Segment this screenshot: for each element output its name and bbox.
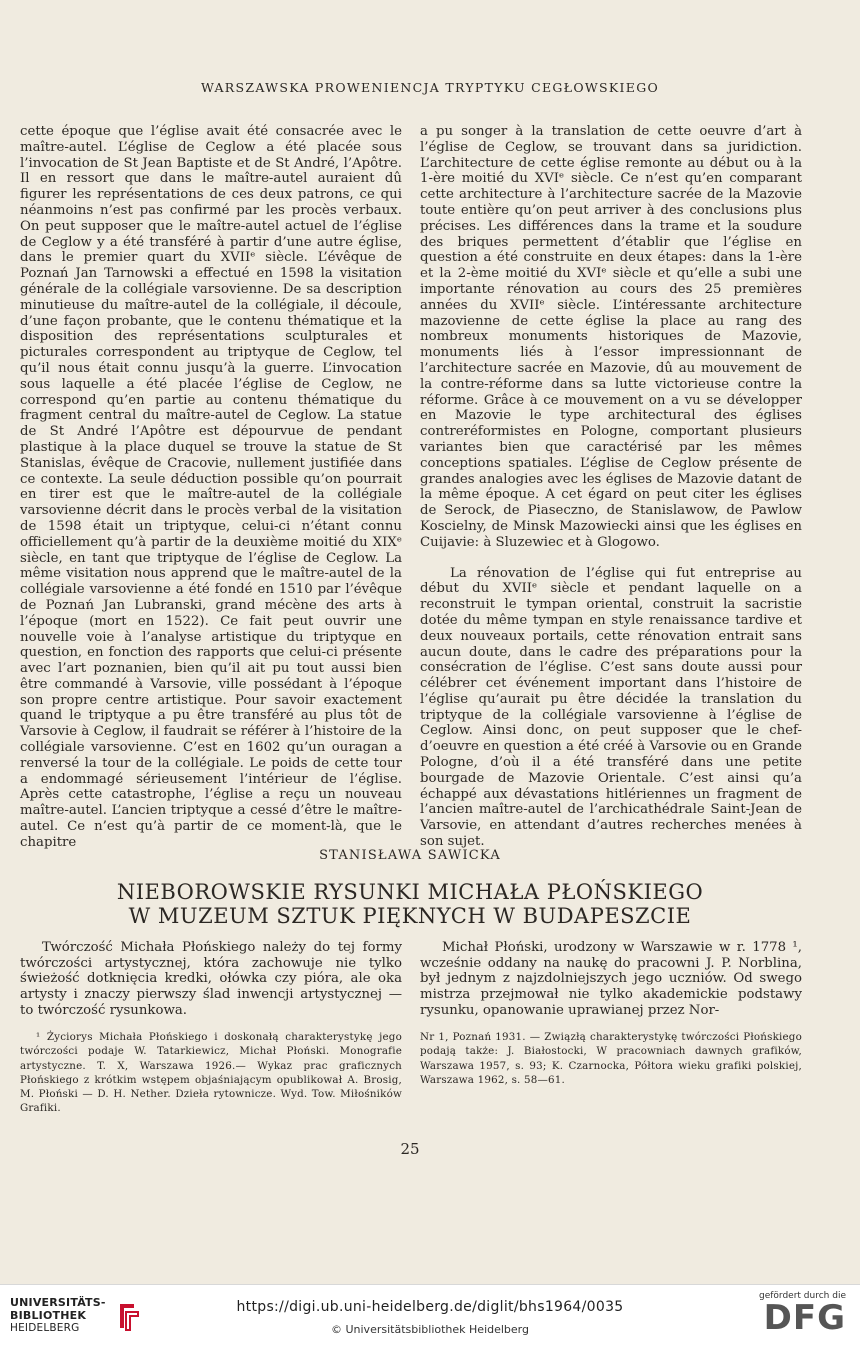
article2-right-column <box>420 940 802 1019</box>
dfg-logo[interactable] <box>759 1291 846 1338</box>
footnote-left-text: ¹ Życiorys Michała Płońskiego i doskonałą charakterystykę jego twórczości podaje W. Tatarkiewicz, Michał Płoński. Monografie artystyczne. T. X, Warszawa 1926.— Wykaz prac graficznych Płońskiego z krótkim wstępem objaśniającym opublikował A. Brosig, M. Płoński — D. H. Nether. Dzieła rytownicze. Wyd. Tow. Miłośników Grafiki. <box>20 1031 402 1115</box>
article1-right-column <box>420 124 803 850</box>
footnote-right <box>420 1030 802 1087</box>
library-name-line2: BIBLIOTHEK <box>10 1308 87 1322</box>
article1-left-paragraph: cette époque que l’église avait été consacrée avec le maître-autel. L’église de Ceglow a été placée sous l’invocation de St Jean Baptiste et de St André, l’Apôtre. Il en ressort que dans le maître-autel auraient dû figurer les représentations de ces deux patrons, ce qui néanmoins n’est pas confirmé par les procès verbaux. On peut supposer que le maître-autel actuel de l’église de Ceglow y a été transféré à partir d’une autre église, dans le premier quart du XVIIᵉ siècle. L’évêque de Poznań Jan Tarnowski a effectué en 1598 la visitation générale de la collégiale varsovienne. De sa description minutieuse du maître-autel de la collégiale, il découle, d’une façon probante, que le contenu thématique et la disposition des représentations sculpturales et picturales correspondent au triptyque de Ceglow, tel qu’il nous était connu jusqu’à la guerre. L’invocation sous laquelle a été placée l’église de Ceglow, ne correspond qu’en partie au contenu thématique du fragment central du maître-autel de Ceglow. La statue de St André l’Apôtre est dépourvue de pendant plastique à la place duquel se trouve la statue de St Stanislas, évêque de Cracovie, nullement justifiée dans ce contexte. La seule déduction possible qu’on pourrait en tirer est que le maître-autel de la collégiale varsovienne décrit dans le procès verbal de la visitation de 1598 était un triptyque, celui-ci n’étant connu officiellement qu’à partir de la deuxième moitié du XIXᵉ siècle, en tant que triptyque de l’église de Ceglow. La même visitation nous apprend que le maître-autel de la collégiale varsovienne a été fondé en 1510 par l’évêque de Poznań Jan Lubranski, grand mécène des arts à l’époque (mort en 1522). Ce fait peut ouvrir une nouvelle voie à l’analyse artistique du triptyque en question, en fonction des rapports que celui-ci présente avec l’art poznanien, bien qu’il ait pu tout aussi bien être commandé à Varsovie, ville possédant à l’époque son propre centre artistique. Pour savoir exactement quand le triptyque a pu être transféré au plus tôt de Varsovie à Ceglow, il faudrait se référer à l’histoire de la collégiale varsovienne. C’est en 1602 qu’un ouragan a renversé la tour de la collégiale. Le poids de cette tour a endommagé sérieusement l’intérieur de l’église. Après cette catastrophe, l’église a reçu un nouveau maître-autel. L’ancien triptyque a cessé d’être le maître-autel. Ce n’est qu’à partir de ce moment-là, que le chapitre <box>20 124 402 850</box>
article2-title <box>0 880 820 928</box>
viewer-footer <box>0 1284 860 1345</box>
article2-title-line1: NIEBOROWSKIE RYSUNKI MICHAŁA PŁOŃSKIEGO <box>116 880 704 904</box>
library-name-line1: UNIVERSITÄTS- <box>10 1296 106 1309</box>
article1-right-paragraph: a pu songer à la translation de cette oeuvre d’art à l’église de Ceglow, se trouvant dans sa juridiction. L’architecture de cette église remonte au début ou à la 1-ère moitié du XVIᵉ siècle. Ce n’est qu’en comparant cette architecture à l’architecture sacrée de la Mazovie toute entière qu’on peut arriver à des conclusions plus précises. Les différences dans la trame et la soudure des briques permettent d’établir que l’église en question a été construite en deux étapes: dans la 1-ère et la 2-ème moitié du XVIᵉ siècle et qu’elle a subi une importante rénovation au cours des 25 premières années du XVIIᵉ siècle. L’intéressante architecture mazovienne de cette église la place au rang des nombreux monuments historiques de Mazovie, monuments liés à l’essor impressionnant de l’architecture sacrée en Mazovie, dû au mouvement de la contre-réforme dans sa lutte victorieuse contre la réforme. Grâce à ce mouvement on a vu se développer en Mazovie le type architectural des églises contreréformistes en Pologne, comportant plusieurs variantes bien que caractérisé par les mêmes conceptions spatiales. L’église de Ceglow présente de grandes analogies avec les églises de Mazovie datant de la même époque. A cet égard on peut citer les églises de Serock, de Piaseczno, de Stanislawow, de Pawlow Koscielny, de Minsk Mazowiecki ainsi que les églises en Cuijavie: à Sluzewiec et à Glogowo. <box>420 124 802 550</box>
footnote-right-text: Nr 1, Poznań 1931. — Związłą charakterystykę twórczości Płońskiego podają także: J. Białostocki, W pracowniach dawnych grafików, Warszawa 1957, s. 93; K. Czarnocka, Półtora wieku grafiki polskiej, Warszawa 1962, s. 58—61. <box>420 1031 802 1086</box>
article2-title-line2: W MUZEUM SZTUK PIĘKNYCH W BUDAPESZCIE <box>128 904 692 928</box>
article2-author: STANISŁAWA SAWICKA <box>319 848 501 863</box>
article1-left-column <box>20 124 402 850</box>
article2-right-paragraph: Michał Płoński, urodzony w Warszawie w r. 1778 ¹, wcześnie oddany na naukę do pracowni J. P. Norblina, był jednym z najzdolniejszych jego uczniów. Od swego mistrza przejmował nie tylko akademickie podstawy rysunku, opanowanie uprawianej przez Nor- <box>420 940 802 1018</box>
footnote-left <box>20 1030 402 1116</box>
article2-left-column <box>20 940 402 1019</box>
dfg-funding-label: gefördert durch die <box>759 1291 846 1301</box>
library-name-line3: HEIDELBERG <box>10 1322 80 1334</box>
page-number: 25 <box>400 1140 420 1158</box>
article2-left-paragraph: Twórczość Michała Płońskiego należy do tej formy twórczości artystycznej, która zachowuje nie tylko świeżość dotknięcia kredki, ołówka czy pióra, ale oka artysty i znaczy pierwszy ślad inwencji artystycznej — to twórczość rysunkowa. <box>20 940 402 1018</box>
running-head: WARSZAWSKA PROWENIENCJA TRYPTYKU CEGŁOWSKIEGO <box>200 80 660 95</box>
dfg-wordmark: DFG <box>763 1298 846 1338</box>
article1-right-paragraph: La rénovation de l’église qui fut entreprise au début du XVIIᵉ siècle et pendant laquelle on a reconstruit le tympan oriental, construit la sacristie dotée du même tympan en style renaissance tardive et deux nouveaux portails, cette rénovation entrait sans aucun doute, dans le cadre des préparations pour la consécration de l’église. C’est sans doute aussi pour célébrer cet événement important dans l’histoire de l’église qu’aurait pu être décidée la translation du triptyque de la collégiale varsovienne à l’église de Ceglow. Ainsi donc, on peut supposer que le chef-d’oeuvre en question a été créé à Varsovie ou en Grande Pologne, d’où il a été transféré dans une petite bourgade de Mazovie Orientale. C’est ainsi qu’a échappé aux dévastations hitlériennes un fragment de l’ancien maître-autel de l’archicathédrale Saint-Jean de Varsovie, en attendant d’autres recherches menées à son sujet. <box>420 565 803 850</box>
document-url[interactable]: https://digi.ub.uni-heidelberg.de/diglit/bhs1964/0035 <box>236 1299 624 1315</box>
copyright-notice: © Universitätsbibliothek Heidelberg <box>330 1323 529 1336</box>
